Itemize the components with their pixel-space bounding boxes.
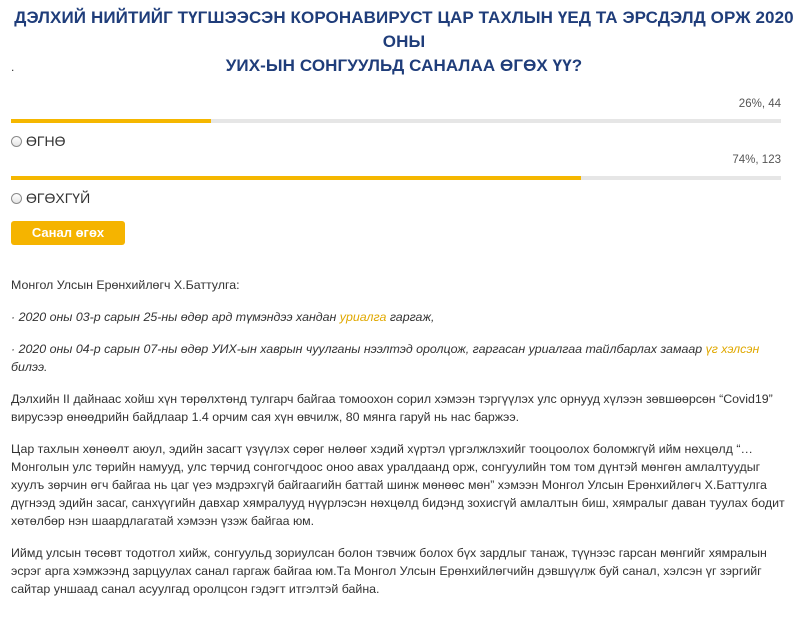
article-paragraph-2: Цар тахлын хөнөөлт аюул, эдийн засагт үзүүлэх сөрөг нөлөөг хэдий хүртэл үргэлжлэхийг тооцоолох боломжгүй ийм нөхцөлд “…Монголын улс төрийн намууд, улс төрчид сонгогчдоос оноо авах уралдаанд орж, сонгуулийн том том дүнтэй мөнгөн амлалтуудыг хуулъ зөрчин өгч байгаа нь цаг үеэ мэдрэхгүй байгаагийн баттай шинж мөнөөс мөн” хэмээн Монгол Улсын Ерөнхийлөгч Х.Баттулга дүгнээд эдийн засаг, санхүүгийн давхар хямралууд нүүрлэсэн нөхцөлд бидэнд зохисгүй амлалтын биш, хямралыг даван туулах бодит хөтөлбөр нэн шаардлагатай хэмээн үзэж байгаа юм. bbox=[11, 442, 785, 528]
poll-title-line-1: ДЭЛХИЙ НИЙТИЙГ ТҮГШЭЭСЭН КОРОНАВИРУСТ ЦАР ТАХЛЫН ҮЕД ТА ЭРСДЭЛД ОРЖ 2020 ОНЫ bbox=[14, 8, 794, 51]
article-item-1 bbox=[11, 308, 786, 326]
option-1-stats: 26%, 44 bbox=[738, 98, 781, 110]
option-2-bar bbox=[11, 176, 781, 180]
poll-title-line-2: УИХ-ЫН СОНГУУЛЬД САНАЛАА ӨГӨХ ҮҮ? bbox=[225, 56, 583, 75]
poll-note: . bbox=[11, 60, 15, 74]
option-1-bar bbox=[11, 119, 781, 123]
option-1-bar-fill bbox=[11, 119, 211, 123]
article-paragraph-3: Иймд улсын төсөвт тодотгол хийж, сонгуульд зориулсан болон тэвчиж болох бүх зардлыг танаж, түүнээс гарсан мөнгийг хямралын эсрэг арга хэмжээнд зарцуулах санал гаргаж байгаа юм.Та Монгол Улсын Ерөнхийлөгчийн дэвшүүлж буй санал, хэлсэн үг зэргийг сайтар уншаад санал асуулгад оролцсон гэдэгт итгэлтэй байна. bbox=[11, 546, 767, 596]
option-2-label: ӨГӨХГҮЙ bbox=[26, 190, 91, 206]
option-2-stats: 74%, 123 bbox=[732, 154, 781, 166]
article-item-1-tail: гаргаж, bbox=[386, 310, 435, 324]
article-paragraph-1: Дэлхийн II дайнаас хойш хүн төрөлхтөнд тулгарч байгаа томоохон сорил хэмээн тэргүүлэх улс орнууд хүлээн зөвшөөрсөн “Covid19” вирусээр өнөөдрийн байдлаар 1.4 орчим сая хүн өвчилж, 80 мянга гаруй нь нас баржээ. bbox=[11, 392, 773, 424]
option-1-label: ӨГНӨ bbox=[26, 133, 66, 149]
option-1[interactable] bbox=[11, 133, 65, 149]
option-1-radio[interactable] bbox=[11, 136, 22, 147]
option-2[interactable] bbox=[11, 190, 90, 206]
article-item-1-text: · 2020 оны 03-р сарын 25-ны өдөр ард түмэндээ хандан bbox=[11, 310, 340, 324]
article-item-2-tail: билээ. bbox=[11, 360, 48, 374]
article-item-2-text: · 2020 оны 04-р сарын 07-ны өдөр УИХ-ын хаврын чуулганы нээлтэд оролцож, гаргасан уриалгаа тайлбарлах замаар bbox=[11, 342, 706, 356]
vote-button[interactable]: Санал өгөх bbox=[11, 221, 125, 245]
option-2-bar-fill bbox=[11, 176, 581, 180]
article-intro: Монгол Улсын Ерөнхийлөгч Х.Баттулга: bbox=[11, 278, 240, 292]
poll-title bbox=[10, 6, 798, 78]
option-2-radio[interactable] bbox=[11, 193, 22, 204]
article-body bbox=[11, 276, 786, 612]
ug-helsen-link[interactable]: үг хэлсэн bbox=[705, 342, 760, 356]
urialga-link[interactable]: уриалга bbox=[339, 310, 387, 324]
article-item-2 bbox=[11, 340, 786, 376]
